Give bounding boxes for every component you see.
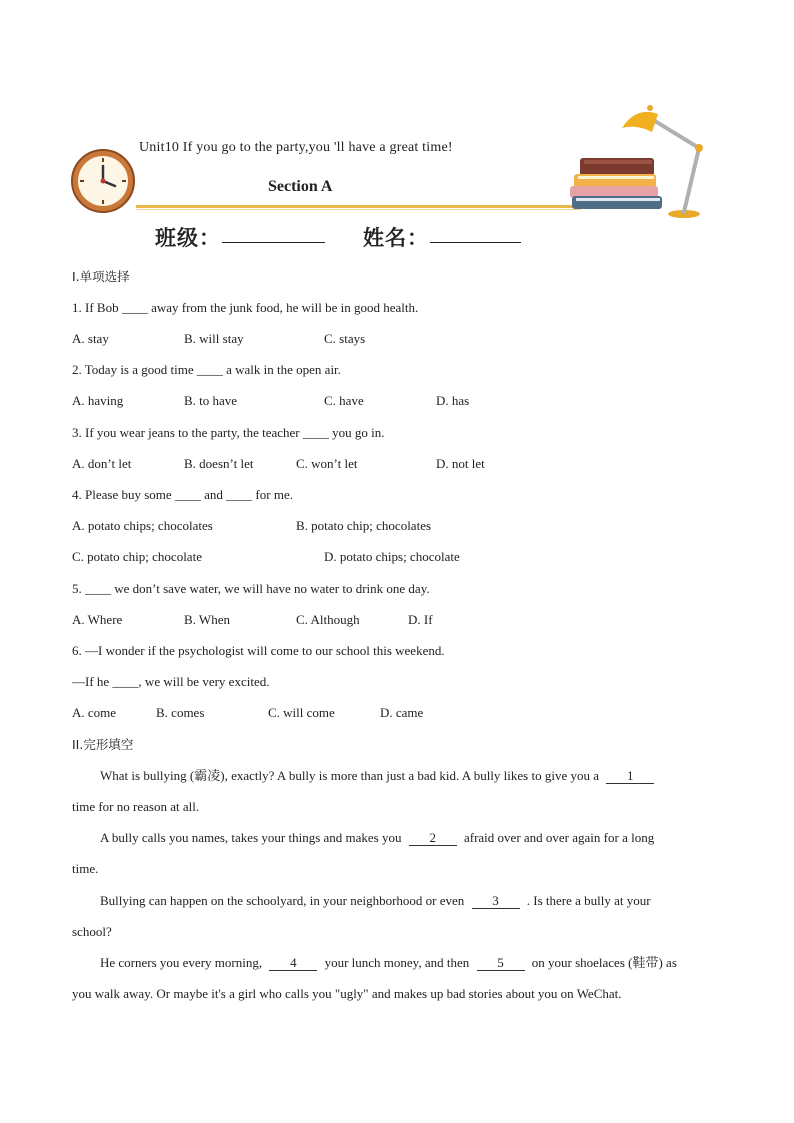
passage-line-5 [100,893,651,909]
passage-line-4: time. [72,861,99,876]
q3-option-a[interactable]: A. don’t let [72,456,132,471]
q2-option-d[interactable]: D. has [436,393,470,408]
cloze-blank-3[interactable]: 3 [472,894,520,909]
q3-stem: 3. If you wear jeans to the party, the teacher ____ you go in. [72,425,385,440]
passage-line-1 [100,768,654,784]
part2-heading: II.完形填空 [72,737,134,752]
passage-line-2: time for no reason at all. [72,799,200,814]
q3-option-b[interactable]: B. doesn’t let [184,456,254,471]
q3-option-c[interactable]: C. won’t let [296,456,358,471]
passage-line-8: you walk away. Or maybe it's a girl who calls you "ugly" and makes up bad stories about you on WeChat. [72,986,622,1001]
passage-line-3 [100,830,654,846]
q6-stem-reply: —If he ____, we will be very excited. [72,674,270,689]
passage-text: on your shoelaces (鞋带) as [531,955,677,970]
unit-title: Unit10 If you go to the party,you 'll have a great time! [139,140,453,155]
q4-option-a[interactable]: A. potato chips; chocolates [72,518,213,533]
q6-option-b[interactable]: B. comes [156,705,205,720]
q2-option-c[interactable]: C. have [324,393,364,408]
q2-stem: 2. Today is a good time ____ a walk in the open air. [72,362,341,377]
q6-stem: 6. —I wonder if the psychologist will come to our school this weekend. [72,643,445,658]
passage-line-7 [100,955,677,971]
passage-text: your lunch money, and then [324,955,470,970]
books-lamp-icon [566,100,711,220]
cloze-blank-1[interactable]: 1 [606,769,654,784]
q4-stem: 4. Please buy some ____ and ____ for me. [72,487,293,502]
part1-heading: I.单项选择 [72,269,130,284]
section-title: Section A [268,178,333,195]
q5-option-c[interactable]: C. Although [296,612,360,627]
q1-stem: 1. If Bob ____ away from the junk food, he will be in good health. [72,300,419,315]
passage-text: A bully calls you names, takes your things and makes you [100,830,402,845]
passage-text: He corners you every morning, [100,955,263,970]
q4-option-b[interactable]: B. potato chip; chocolates [296,518,432,533]
passage-text: What is bullying (霸凌), exactly? A bully is more than just a bad kid. A bully likes to give you a [100,768,599,783]
cloze-blank-2[interactable]: 2 [409,831,457,846]
q1-option-c[interactable]: C. stays [324,331,366,346]
q4-option-c[interactable]: C. potato chip; chocolate [72,549,202,564]
q5-option-a[interactable]: A. Where [72,612,123,627]
q3-option-d[interactable]: D. not let [436,456,485,471]
q2-option-b[interactable]: B. to have [184,393,238,408]
passage-text: afraid over and over again for a long [463,830,655,845]
q6-option-c[interactable]: C. will come [268,705,335,720]
header-rule-thin [136,209,581,210]
passage-text: Bullying can happen on the schoolyard, in your neighborhood or even [100,893,465,908]
class-field[interactable] [222,222,325,243]
q6-option-a[interactable]: A. come [72,705,117,720]
class-label: 班级： [155,226,221,250]
cloze-blank-4[interactable]: 4 [269,956,317,971]
q5-stem: 5. ____ we don’t save water, we will have no water to drink one day. [72,581,430,596]
name-label: 姓名： [363,226,429,250]
q1-option-b[interactable]: B. will stay [184,331,244,346]
name-field[interactable] [430,222,521,243]
q1-option-a[interactable]: A. stay [72,331,109,346]
q5-option-d[interactable]: D. If [408,612,433,627]
passage-text: . Is there a bully at your [526,893,651,908]
q6-option-d[interactable]: D. came [380,705,424,720]
q2-option-a[interactable]: A. having [72,393,124,408]
cloze-blank-5[interactable]: 5 [477,956,525,971]
q4-option-d[interactable]: D. potato chips; chocolate [324,549,460,564]
q5-option-b[interactable]: B. When [184,612,230,627]
header-rule [136,205,581,208]
passage-line-6: school? [72,924,112,939]
clock-icon [70,148,136,214]
